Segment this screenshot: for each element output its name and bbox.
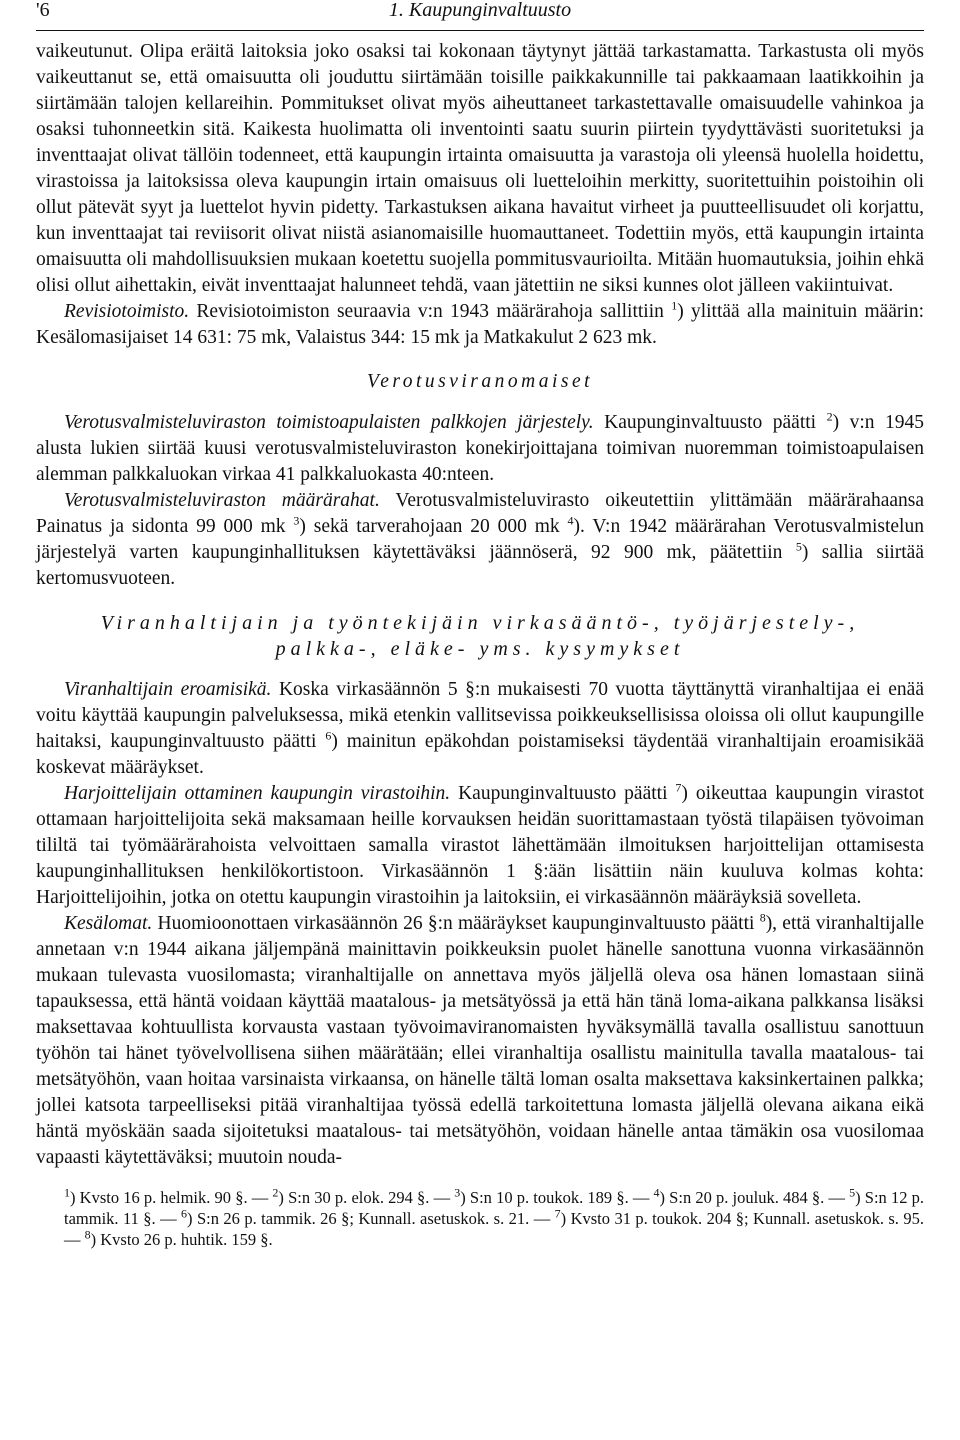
paragraph-title: Viranhaltijain eroamisikä. [64, 679, 272, 700]
document-page [36, 0, 924, 1250]
paragraph-title: Verotusvalmisteluviraston toimistoapulaisten palkkojen järjestely. [64, 412, 594, 433]
paragraph-item: Harjoittelijain ottaminen kaupungin virastoihin. Kaupunginvaltuusto päätti $^7$) oikeuttaa kaupungin virastot ottamaan harjoittelijoita sekä maksamaan heille korvauksen heidän suorittamastaan työstä tilapäisen työvoiman tililtä tai työmäärärahoista velvoittaen samalla virastot lähettämään ilmoituksen harjoittelijan ottamisesta kaupunginhallituksen henkilökortistoon. Virkasäännön 1 §:ään lisättiin näin kuuluva kolmas kohta: Harjoittelijoihin, jotka on otettu kaupungin virastoihin ja laitoksiin, ei virkasäännön määräyksiä sovelleta. [36, 780, 924, 908]
paragraph-revisio: Revisiotoimisto. Revisiotoimiston seuraavia v:n 1943 määrärahoja sallittiin $^1$) ylittää alla mainituin määrin: Kesälomasijaiset 14 631: 75 mk, Valaistus 344: 15 mk ja Matkakulut 2 623 mk. [36, 298, 924, 348]
section-heading: Viranhaltijain ja työntekijäin virkasääntö-, työjärjestely-, [100, 612, 860, 634]
footnote-mark: 6 [181, 1206, 188, 1221]
section-heading: Verotusviranomaiset [366, 371, 594, 392]
paragraph-title: Revisiotoimisto. [64, 301, 190, 322]
footnote-ref: 7 [675, 780, 682, 795]
footnotes: $^1$) Kvsto 16 p. helmik. 90 §. — $^2$) S:n 30 p. elok. 294 §. — $^3$) S:n 10 p. toukok. 189 §. — $^4$) S:n 20 p. jouluk. 484 §. — $^5$) S:n 12 p. tammik. 11 §. — $^6$) S:n 26 p. tammik. 26 §; Kunnall. asetuskok. s. 21. — $^7$) Kvsto 31 p. toukok. 204 §; Kunnall. asetuskok. s. 95. — $^8$) Kvsto 26 p. huhtik. 159 §. [64, 1185, 924, 1249]
footnote-ref: 6 [325, 728, 332, 743]
footnote-mark: 3 [454, 1185, 461, 1200]
section-heading-cont: palkka-, eläke- yms. kysymykset [275, 638, 685, 660]
footnote-mark: 2 [272, 1185, 279, 1200]
footnote-mark: 7 [554, 1206, 561, 1221]
paragraph-item: Verotusvalmisteluviraston toimistoapulaisten palkkojen järjestely. Kaupunginvaltuusto päätti $^2$) v:n 1945 alusta lukien siirtää kuusi verotusvalmisteluviraston konekirjoittajana toimivan nuoremman toimistoapulaisen alemman palkkaluokan virkaa 41 palkkaluokasta 40:nteen. [36, 409, 924, 485]
footnote-ref: 3 [293, 513, 300, 528]
footnote-mark: 1 [64, 1185, 70, 1200]
body-text [36, 39, 924, 1171]
footnote-mark: 5 [849, 1185, 856, 1200]
footnote-ref: 4 [567, 513, 574, 528]
paragraph-title: Harjoittelijain ottaminen kaupungin virastoihin. [64, 783, 451, 804]
paragraph-title: Kesälomat. [64, 913, 153, 934]
paragraph-inventory: vaikeutunut. Olipa eräitä laitoksia joko osaksi tai kokonaan täytynyt jättää tarkastamatta. Tarkastusta oli myös vaikeuttanut se, että omaisuutta oli jouduttu siirtämään toisille paikkakunnille tai pakkaamaan laatikkoihin ja siirtämään talojen kellareihin. Pommitukset olivat myös aiheuttaneet tarkastettavalle omaisuudelle vahinkoa ja osaksi tuhonneetkin sitä. Kaikesta huolimatta oli inventointi saatu suurin piirtein tyydyttävästi suoritetuksi ja inventtaajat olivat tällöin todenneet, että kaupungin irtainta omaisuutta ja varastoja oli yleensä huolella hoidettu, virastoissa ja laitoksissa oleva kaupungin irtain omaisuus oli luetteloihin merkitty, suoritettuihin poistoihin oli ollut pätevät syyt ja luettelot hyvin pidetty. Tarkastuksen aikana havaitut virheet ja puutteellisuudet oli korjattu, kun inventtaajat tai reviisorit olivat niistä asianomaisille huomauttaneet. Todettiin myös, että kaupungin irtainta omaisuutta oli mahdollisuuksien mukaan koetettu suojella pommitusvaurioilta. Mitään huomautuksia, joihin ehkä olisi ollut aihettakin, eivät inventtaajat halunneet tehdä, vaan jätettiin ne siksi kunnes olot jälleen vakiintuivat. [36, 41, 924, 296]
page-number: '6 [36, 0, 50, 21]
footnote-ref: 5 [795, 539, 802, 554]
footnote-ref: 1 [671, 298, 678, 313]
paragraph-item: Verotusvalmisteluviraston määrärahat. Verotusvalmisteluvirasto oikeutettiin ylittämään määrärahaansa Painatus ja sidonta 99 000 mk $^3$) sekä tarverahojaan 20 000 mk $^4$). V:n 1942 määrärahan Verotusvalmistelun järjestelyä varten kaupunginhallituksen käytettäväksi jäännöserä, 92 900 mk, päätettiin $^5$) sallia siirtää kertomusvuoteen. [36, 490, 924, 589]
paragraph-item: Kesälomat. Huomioonottaen virkasäännön 26 §:n määräykset kaupunginvaltuusto päätti $^8$), että viranhaltijalle annetaan v:n 1944 aikana jäljempänä mainittavin poikkeuksin puolet hänelle sanottuna vuonna virkasäännön mukaan tulevasta vuosilomasta; viranhaltijalle on annettava myös jäljellä oleva osa hänen lomastaan siinä tapauksessa, että häntä voidaan käyttää maatalous- ja metsätyössä ja että hän tänä loma-aikana palkkansa lisäksi maksettavaa kohtuullista korvausta vastaan työvoimaviranomaisten hyväksymällä tavalla osallistuu sanottuun työhön tai hänet työvelvollisena siihen määrätään; ellei viranhaltija osallistu mainitulla tavalla maatalous- tai metsätyöhön, vaan hoitaa varsinaista virkaansa, on hänelle tältä loman osalta maksettava kaksinkertainen palkka; jollei katsota tarpeelliseksi pitää viranhaltijaa työssä edellä tarkoitettuna lomasta jäljellä olevana aikana eikä häntä myöskään saada sijoitetuksi maatalous- tai metsätyöhön, voidaan hänelle antaa tämäkin osa vuosilomaa vapaasti käytettäväksi; muutoin nouda- [36, 910, 924, 1168]
page-header [36, 0, 924, 31]
footnote-mark: 8 [84, 1227, 91, 1242]
running-title: 1. Kaupunginvaltuusto [388, 0, 572, 21]
footnote-ref: 8 [759, 910, 766, 925]
paragraph-title: Verotusvalmisteluviraston määrärahat. [64, 490, 380, 511]
footnote-mark: 4 [653, 1185, 660, 1200]
paragraph-item: Viranhaltijain eroamisikä. Koska virkasäännön 5 §:n mukaisesti 70 vuotta täyttänyttä viranhaltijaa ei enää voitu käyttää kaupungin palveluksessa, mikä etenkin vallitsevissa poikkeuksellisissa oloissa oli ollut kaupungille haitaksi, kaupunginvaltuusto päätti $^6$) mainitun epäkohdan poistamiseksi täydentää viranhaltijain eroamisikää koskevat määräykset. [36, 679, 924, 778]
footnote-ref: 2 [826, 409, 833, 424]
